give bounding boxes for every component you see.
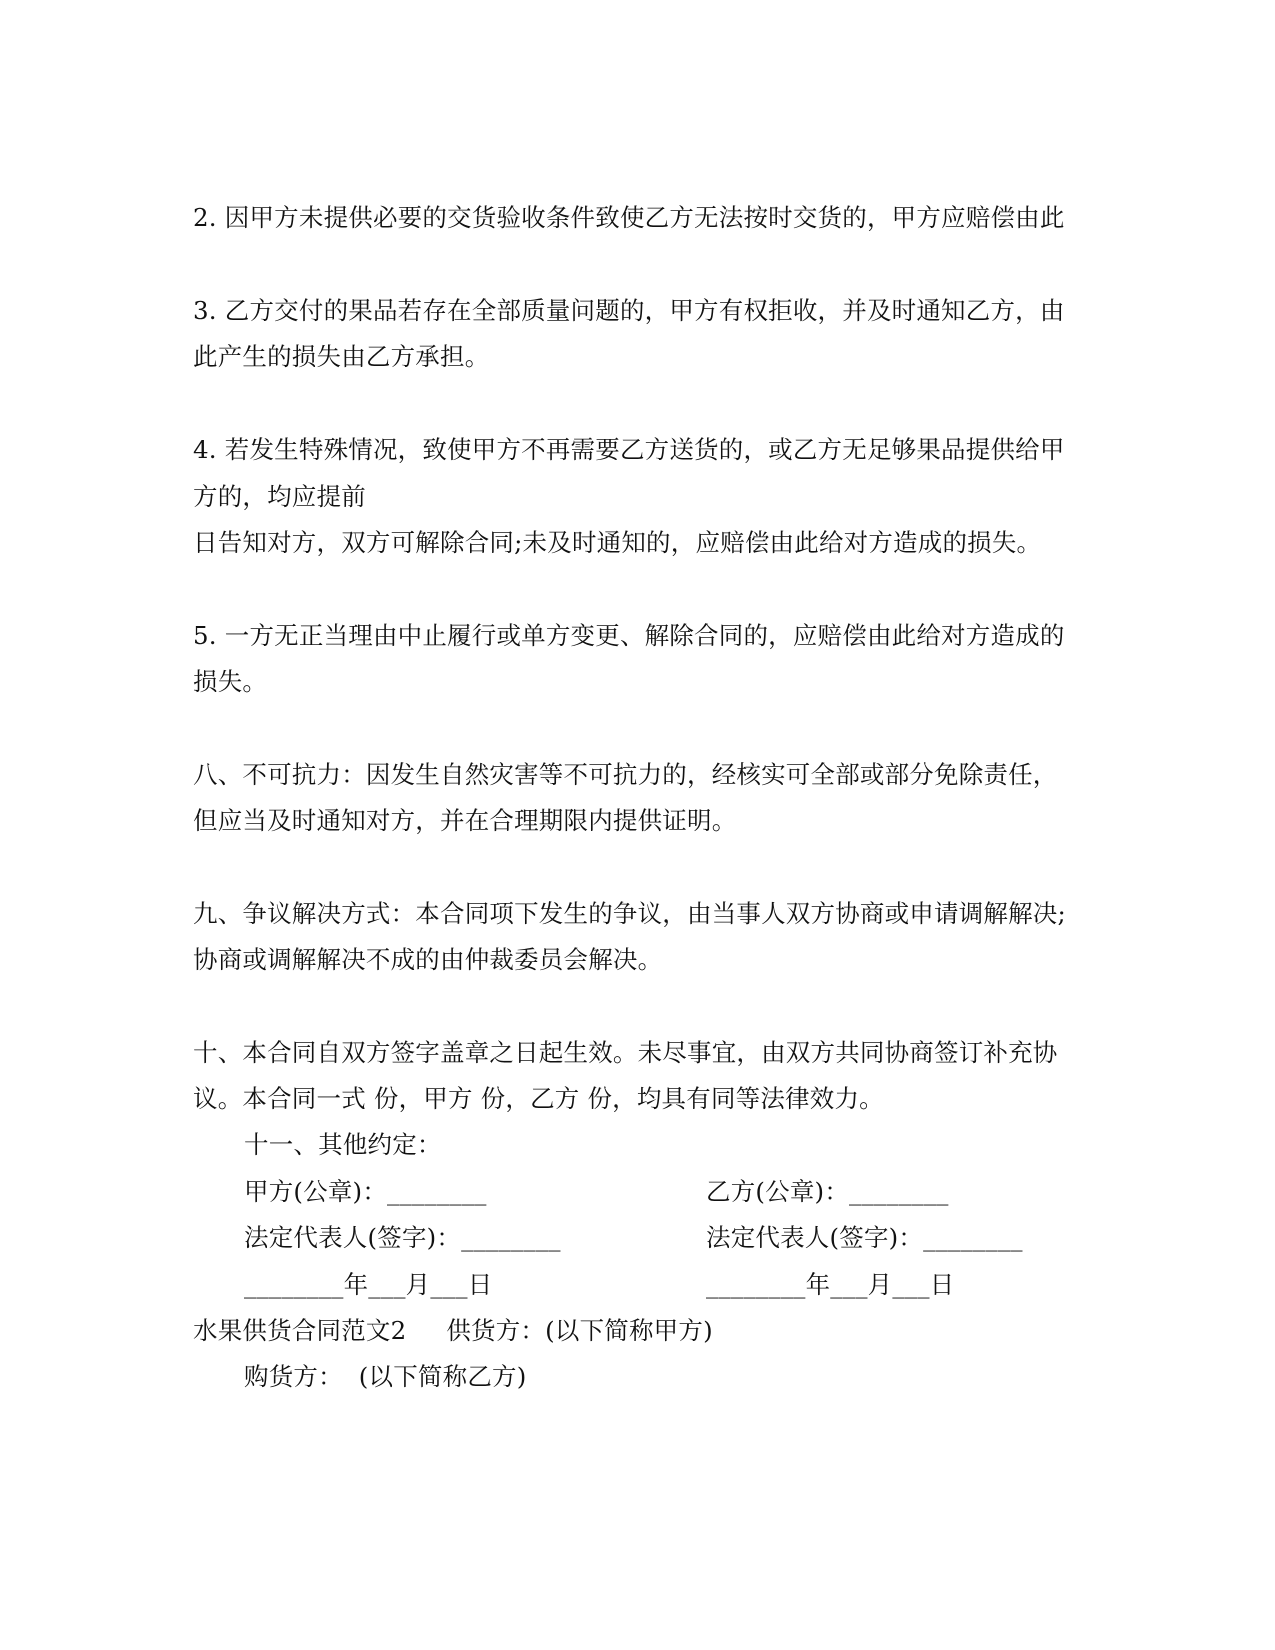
section-10-line-1: 十、本合同自双方签字盖章之日起生效。未尽事宜，由双方共同协商签订补充协 — [193, 1038, 1058, 1067]
section-8-line-2: 但应当及时通知对方，并在合理期限内提供证明。 — [193, 806, 737, 835]
party-b-representative-line: 法定代表人(签字)：________ — [706, 1223, 1023, 1252]
section-9-line-2: 协商或调解解决不成的由仲裁委员会解决。 — [193, 945, 663, 974]
party-a-representative-line: 法定代表人(签字)：________ — [244, 1223, 561, 1252]
section-10-line-2: 议。本合同一式 份，甲方 份，乙方 份，均具有同等法律效力。 — [193, 1084, 884, 1113]
party-a-seal-line: 甲方(公章)：________ — [244, 1177, 487, 1206]
next-contract-buyer-line: 购货方： (以下简称乙方) — [244, 1362, 527, 1391]
clause-5-line-1: 5. 一方无正当理由中止履行或单方变更、解除合同的，应赔偿由此给对方造成的 — [193, 621, 1065, 650]
clause-4-line-2: 方的，均应提前 — [193, 482, 366, 511]
clause-5-line-2: 损失。 — [193, 667, 268, 696]
clause-2-line-1: 2. 因甲方未提供必要的交货验收条件致使乙方无法按时交货的，甲方应赔偿由此 — [193, 203, 1065, 232]
next-contract-heading: 水果供货合同范文2 供货方：(以下简称甲方) — [193, 1316, 713, 1345]
section-8-line-1: 八、不可抗力：因发生自然灾害等不可抗力的，经核实可全部或部分免除责任， — [193, 760, 1058, 789]
clause-3-line-1: 3. 乙方交付的果品若存在全部质量问题的，甲方有权拒收，并及时通知乙方，由 — [193, 296, 1065, 325]
clause-3-line-2: 此产生的损失由乙方承担。 — [193, 342, 490, 371]
section-9-line-1: 九、争议解决方式：本合同项下发生的争议，由当事人双方协商或申请调解解决; — [193, 899, 1066, 928]
party-b-seal-line: 乙方(公章)：________ — [706, 1177, 949, 1206]
clause-4-line-1: 4. 若发生特殊情况，致使甲方不再需要乙方送货的，或乙方无足够果品提供给甲 — [193, 435, 1065, 464]
party-a-date-line: ________年___月___日 — [244, 1270, 493, 1299]
section-11-heading: 十一、其他约定： — [244, 1130, 442, 1159]
party-b-date-line: ________年___月___日 — [706, 1270, 955, 1299]
clause-4-line-3: 日告知对方，双方可解除合同;未及时通知的，应赔偿由此给对方造成的损失。 — [193, 528, 1042, 557]
